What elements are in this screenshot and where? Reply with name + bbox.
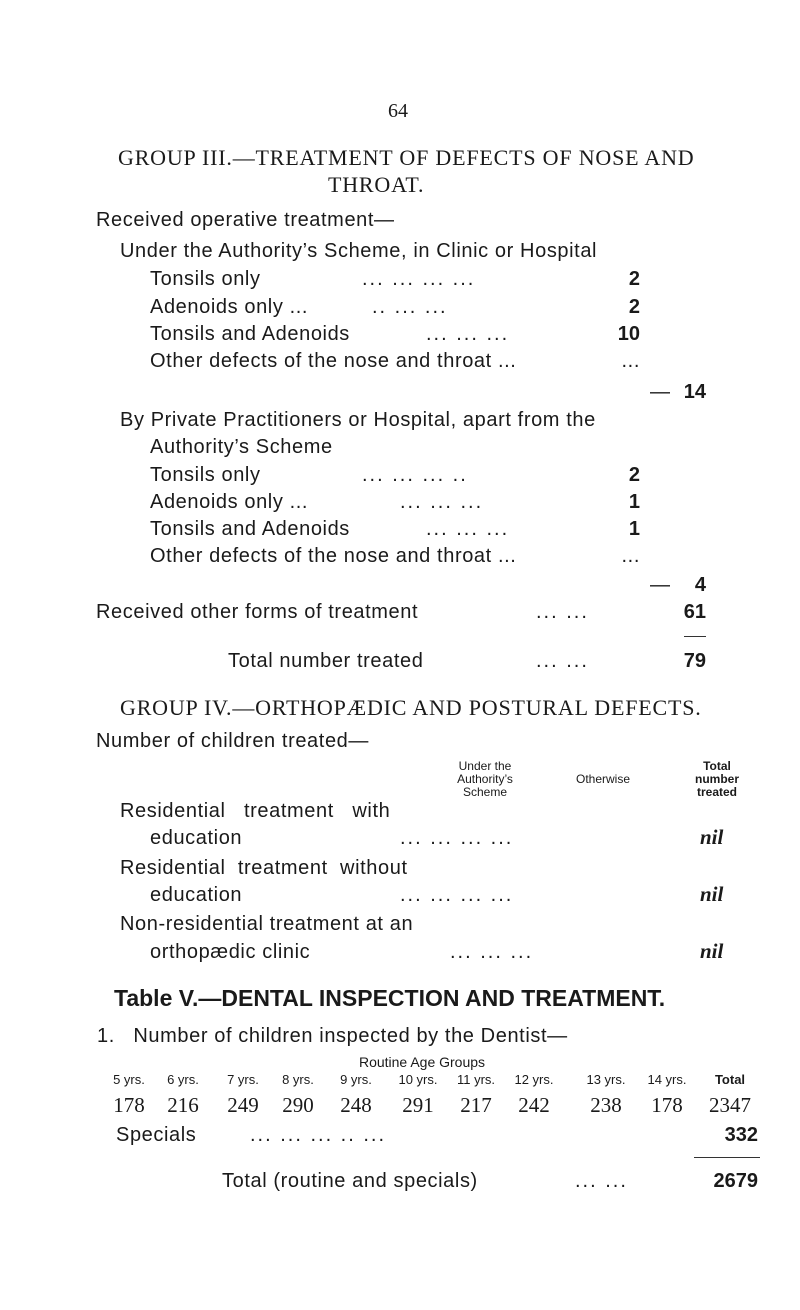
leader-dots: ... ... ... .. ... [250, 1124, 387, 1146]
other-forms-label: Received other forms of treatment [96, 601, 419, 623]
subtotal-dash: — [650, 574, 670, 596]
total-rule [684, 636, 706, 637]
age-group-header: 7 yrs. [227, 1072, 259, 1087]
authority-item-label: Other defects of the nose and throat ... [150, 350, 517, 372]
private-item-value: 1 [628, 518, 640, 540]
age-group-value: 290 [282, 1093, 314, 1117]
authority-subtotal: 14 [683, 381, 706, 403]
private-item-label: Other defects of the nose and throat ... [150, 545, 517, 567]
authority-item-label: Adenoids only ... [150, 296, 309, 318]
group4-row-line2: orthopædic clinic [150, 941, 311, 963]
age-group-value: 242 [518, 1093, 550, 1117]
page-number: 64 [388, 100, 408, 122]
leader-dots: ... ... ... .. [362, 464, 468, 486]
col-header-authority: Under the Authority’s Scheme [457, 759, 513, 799]
leader-dots: ... ... ... ... [362, 268, 476, 290]
specials-label: Specials [116, 1124, 197, 1146]
private-subtotal: 4 [694, 574, 706, 596]
private-item-value: 1 [628, 491, 640, 513]
leader-dots: ... ... ... [426, 518, 510, 540]
table5-title: Table V.—DENTAL INSPECTION AND TREATMENT. [114, 985, 666, 1011]
col-header-otherwise: Otherwise [575, 772, 631, 786]
age-group-value: 178 [651, 1093, 683, 1117]
leader-dots: ... ... [536, 650, 589, 672]
leader-dots: ... ... [536, 601, 589, 623]
table5-item1: 1. Number of children inspected by the Dentist— [97, 1025, 568, 1047]
group4-row-line1: Residential treatment without [120, 857, 408, 879]
authority-item-value: ... [621, 350, 640, 372]
group4-row-total: nil [700, 825, 724, 849]
total-treated-value: 79 [683, 650, 706, 672]
private-item-value: 2 [628, 464, 640, 486]
age-group-header: 14 yrs. [647, 1072, 687, 1087]
group3-title-line2: THROAT. [328, 172, 425, 197]
age-group-value: 248 [340, 1093, 372, 1117]
authority-item-label: Tonsils only [150, 268, 261, 290]
leader-dots: ... ... ... ... [400, 884, 514, 906]
leader-dots: ... ... ... [400, 491, 484, 513]
received-operative-label: Received operative treatment— [96, 209, 395, 231]
authority-item-label: Tonsils and Adenoids [150, 323, 350, 345]
other-forms-value: 61 [683, 601, 706, 623]
group4-row-total: nil [700, 882, 724, 906]
specials-value: 332 [724, 1124, 758, 1146]
group4-subtitle: Number of children treated— [96, 730, 369, 752]
age-group-value: 291 [402, 1093, 434, 1117]
group4-title: GROUP IV.—ORTHOPÆDIC AND POSTURAL DEFECTS. [120, 695, 702, 720]
authority-item-value: 10 [617, 323, 640, 345]
group4-row-line1: Residential treatment with [120, 800, 391, 822]
age-group-value: 2347 [709, 1093, 751, 1117]
routine-age-groups-header: Routine Age Groups [358, 1054, 486, 1070]
group4-row-line2: education [150, 884, 243, 906]
total-treated-label: Total number treated [228, 650, 424, 672]
leader-dots: .. ... ... [372, 296, 448, 318]
grand-total-label: Total (routine and specials) [222, 1170, 478, 1192]
authority-heading: Under the Authority’s Scheme, in Clinic or Hospital [120, 240, 598, 262]
authority-item-value: 2 [628, 296, 640, 318]
age-group-header: 5 yrs. [113, 1072, 145, 1087]
leader-dots: ... ... ... ... [400, 827, 514, 849]
private-item-label: Adenoids only ... [150, 491, 309, 513]
private-heading-line2: Authority’s Scheme [150, 436, 333, 458]
age-group-header: 13 yrs. [586, 1072, 626, 1087]
group3-title-line1: GROUP III.—TREATMENT OF DEFECTS OF NOSE AND [118, 145, 695, 170]
age-group-header: 11 yrs. [456, 1072, 496, 1087]
age-group-header: 10 yrs. [398, 1072, 438, 1087]
private-heading-line1: By Private Practitioners or Hospital, apart from the [120, 409, 596, 431]
group4-row-total: nil [700, 939, 724, 963]
subtotal-dash: — [650, 381, 670, 403]
leader-dots: ... ... [575, 1170, 628, 1192]
private-item-label: Tonsils only [150, 464, 261, 486]
leader-dots: ... ... ... [426, 323, 510, 345]
age-group-value: 216 [167, 1093, 199, 1117]
age-group-header: 9 yrs. [340, 1072, 372, 1087]
age-group-header: 6 yrs. [167, 1072, 199, 1087]
age-group-value: 178 [113, 1093, 145, 1117]
authority-item-value: 2 [628, 268, 640, 290]
leader-dots: ... ... ... [450, 941, 534, 963]
age-group-header: 8 yrs. [282, 1072, 314, 1087]
group4-row-line1: Non-residential treatment at an [120, 913, 414, 935]
age-group-value: 238 [590, 1093, 622, 1117]
private-item-value: ... [621, 545, 640, 567]
age-group-header: Total [714, 1072, 746, 1087]
group4-row-line2: education [150, 827, 243, 849]
col-header-total: Total number treated [694, 759, 739, 799]
age-group-value: 217 [460, 1093, 492, 1117]
private-item-label: Tonsils and Adenoids [150, 518, 350, 540]
grand-total-value: 2679 [713, 1170, 758, 1192]
age-group-value: 249 [227, 1093, 259, 1117]
age-group-header: 12 yrs. [514, 1072, 554, 1087]
grand-total-rule [694, 1157, 760, 1158]
